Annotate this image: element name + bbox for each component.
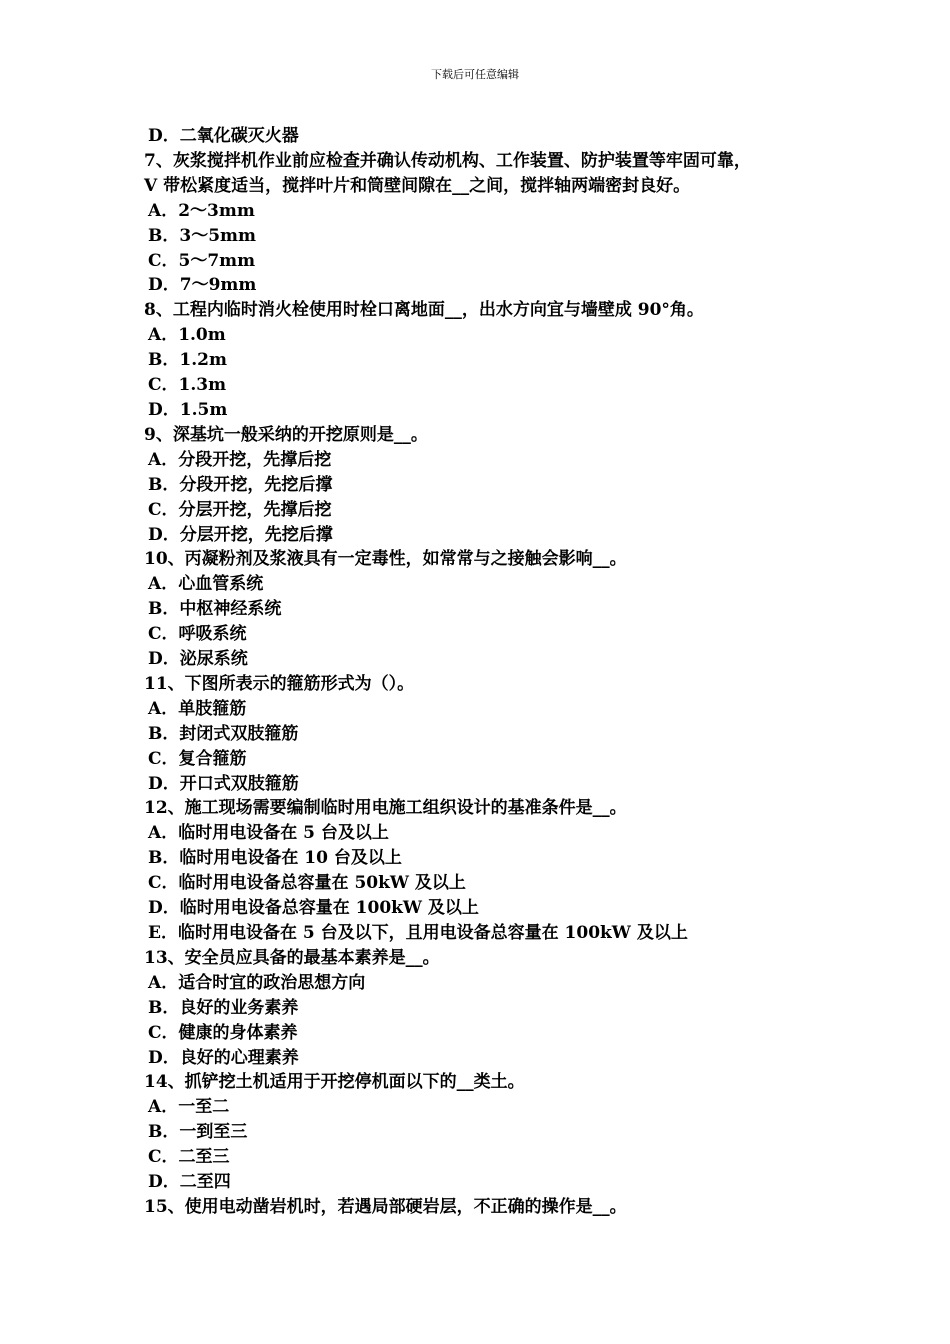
answer-option: E．临时用电设备在 5 台及以下，且用电设备总容量在 100kW 及以上 <box>148 923 688 943</box>
question-text: 7、灰浆搅拌机作业前应检查并确认传动机构、工作装置、防护装置等牢固可靠， <box>144 150 751 171</box>
answer-option: C．二至三 <box>148 1147 230 1168</box>
answer-option: D．二至四 <box>148 1172 231 1193</box>
question-text: 10、丙凝粉剂及浆液具有一定毒性，如常常与之接触会影响__。 <box>144 549 627 570</box>
answer-option: C．健康的身体素养 <box>148 1022 298 1043</box>
answer-option: D．临时用电设备总容量在 100kW 及以上 <box>148 898 479 919</box>
answer-option: B．分段开挖，先挖后撑 <box>148 474 333 495</box>
answer-option: D．二氧化碳灭火器 <box>148 126 299 146</box>
answer-option: D．开口式双肢箍筋 <box>148 773 299 794</box>
answer-option: C．5～7mm <box>148 250 256 271</box>
question-text: 9、深基坑一般采纳的开挖原则是__。 <box>144 424 428 445</box>
question-text: V 带松紧度适当，搅拌叶片和筒壁间隙在__之间，搅拌轴两端密封良好。 <box>144 175 691 196</box>
answer-option: B．中枢神经系统 <box>148 599 282 620</box>
answer-option: A．分段开挖，先撑后挖 <box>148 449 332 470</box>
page-header: 下载后可任意编辑 <box>431 68 519 81</box>
question-text: 15、使用电动凿岩机时，若遇局部硬岩层，不正确的操作是__。 <box>144 1196 627 1217</box>
answer-option: A．临时用电设备在 5 台及以上 <box>148 823 389 844</box>
answer-option: D．泌尿系统 <box>148 649 248 670</box>
answer-option: C．1.3m <box>148 375 227 396</box>
answer-option: C．复合箍筋 <box>148 748 247 769</box>
question-text: 8、工程内临时消火栓使用时栓口离地面__，出水方向宜与墙壁成 90°角。 <box>144 300 704 321</box>
question-text: 14、抓铲挖土机适用于开挖停机面以下的__类土。 <box>144 1072 525 1093</box>
question-text: 13、安全员应具备的最基本素养是__。 <box>144 947 440 968</box>
answer-option: A．一至二 <box>148 1097 230 1118</box>
answer-option: C．呼吸系统 <box>148 624 247 645</box>
answer-option: A．1.0m <box>148 325 226 346</box>
answer-option: D．分层开挖，先挖后撑 <box>148 524 333 545</box>
answer-option: B．3～5mm <box>148 225 257 246</box>
answer-option: C．分层开挖，先撑后挖 <box>148 499 332 520</box>
answer-option: C．临时用电设备总容量在 50kW 及以上 <box>148 873 466 894</box>
answer-option: A．单肢箍筋 <box>148 698 247 719</box>
answer-option: B．良好的业务素养 <box>148 997 299 1018</box>
answer-option: B．封闭式双肢箍筋 <box>148 723 299 744</box>
answer-option: A．心血管系统 <box>148 574 264 595</box>
answer-option: D．良好的心理素养 <box>148 1047 299 1068</box>
question-text: 12、施工现场需要编制临时用电施工组织设计的基准条件是__。 <box>144 798 627 819</box>
answer-option: B．1.2m <box>148 350 227 371</box>
answer-option: D．7～9mm <box>148 275 257 296</box>
answer-option: B．临时用电设备在 10 台及以上 <box>148 848 402 869</box>
answer-option: A．2～3mm <box>148 200 255 221</box>
answer-option: A．适合时宜的政治思想方向 <box>148 972 366 993</box>
answer-option: B．一到至三 <box>148 1122 248 1143</box>
answer-option: D．1.5m <box>148 399 228 420</box>
question-text: 11、下图所表示的箍筋形式为（）。 <box>144 673 415 694</box>
question-list <box>144 124 834 1220</box>
